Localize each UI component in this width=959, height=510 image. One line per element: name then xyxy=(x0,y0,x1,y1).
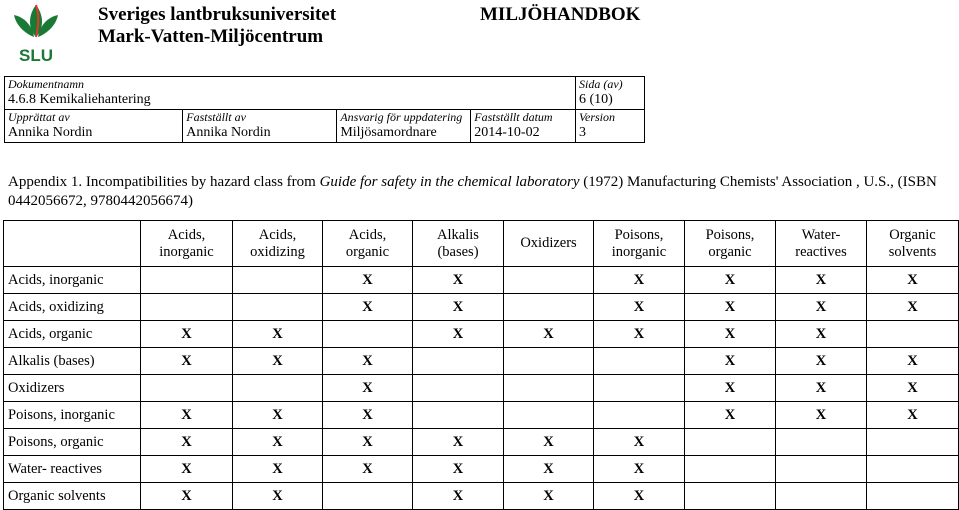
table-row xyxy=(4,375,959,402)
incompatibility-mark xyxy=(776,456,867,483)
document-name-label: Dokumentnamn xyxy=(8,77,84,91)
incompatibility-mark: X xyxy=(323,402,413,429)
department-name: Mark-Vatten-Miljöcentrum xyxy=(98,26,324,47)
page-cell xyxy=(576,77,645,110)
incompatibility-mark: X xyxy=(504,429,594,456)
incompatibility-mark xyxy=(141,267,233,294)
incompatibility-mark xyxy=(776,429,867,456)
incompatibility-mark: X xyxy=(233,483,323,510)
incompatibility-mark: X xyxy=(141,456,233,483)
column-header: Water- reactives xyxy=(776,221,867,267)
approved-date-cell xyxy=(471,110,576,143)
incompatibility-mark: X xyxy=(233,402,323,429)
column-header: Acids, organic xyxy=(323,221,413,267)
appendix-caption xyxy=(8,173,953,211)
approved-by-cell xyxy=(183,110,337,143)
incompatibility-mark xyxy=(141,294,233,321)
version-cell xyxy=(576,110,645,143)
incompatibility-mark: X xyxy=(323,456,413,483)
incompatibility-mark: X xyxy=(504,321,594,348)
row-label: Alkalis (bases) xyxy=(4,348,141,375)
version: 3 xyxy=(579,125,586,140)
incompatibility-mark xyxy=(504,294,594,321)
incompatibility-mark: X xyxy=(233,456,323,483)
incompatibility-mark xyxy=(685,429,776,456)
column-header: Alkalis (bases) xyxy=(413,221,504,267)
incompatibility-mark: X xyxy=(413,483,504,510)
incompatibility-mark: X xyxy=(323,348,413,375)
incompatibility-mark xyxy=(141,375,233,402)
incompatibility-mark: X xyxy=(233,321,323,348)
approved-date: 2014-10-02 xyxy=(474,125,540,140)
incompatibility-mark: X xyxy=(141,321,233,348)
incompatibility-mark xyxy=(594,375,685,402)
incompatibility-mark: X xyxy=(594,267,685,294)
incompatibility-mark: X xyxy=(413,294,504,321)
incompatibility-mark: X xyxy=(594,456,685,483)
prepared-by: Annika Nordin xyxy=(8,125,93,140)
incompatibility-mark: X xyxy=(594,429,685,456)
incompatibility-mark: X xyxy=(141,348,233,375)
page-label: Sida (av) xyxy=(579,77,623,91)
table-row xyxy=(4,429,959,456)
incompatibility-mark: X xyxy=(776,267,867,294)
column-header: Acids, inorganic xyxy=(141,221,233,267)
prepared-by-cell xyxy=(5,110,183,143)
column-header: Acids, oxidizing xyxy=(233,221,323,267)
table-header-row xyxy=(4,221,959,267)
responsible-cell xyxy=(337,110,471,143)
column-header: Organic solvents xyxy=(867,221,959,267)
incompatibility-mark xyxy=(233,267,323,294)
incompatibility-mark: X xyxy=(413,321,504,348)
column-header: Oxidizers xyxy=(504,221,594,267)
incompatibility-mark xyxy=(504,402,594,429)
incompatibility-mark xyxy=(594,402,685,429)
approved-by-label: Fastställt av xyxy=(186,110,246,124)
incompatibility-mark: X xyxy=(504,483,594,510)
incompatibility-mark: X xyxy=(685,375,776,402)
incompatibility-mark xyxy=(685,456,776,483)
appendix-source-title: Guide for safety in the chemical laboratory xyxy=(319,174,580,190)
column-header: Poisons, inorganic xyxy=(594,221,685,267)
incompatibility-mark: X xyxy=(323,267,413,294)
incompatibility-mark: X xyxy=(867,402,959,429)
document-name-cell xyxy=(5,77,576,110)
incompatibility-mark: X xyxy=(233,429,323,456)
row-label: Acids, organic xyxy=(4,321,141,348)
incompatibility-mark xyxy=(504,267,594,294)
incompatibility-mark: X xyxy=(776,348,867,375)
document-metadata xyxy=(4,76,645,143)
incompatibility-mark: X xyxy=(504,456,594,483)
incompatibility-mark: X xyxy=(141,429,233,456)
row-label: Poisons, inorganic xyxy=(4,402,141,429)
appendix-suffix: (1972) Manufacturing Chemists' Association , U.S., (ISBN 0442056672, 9780442056674) xyxy=(8,174,937,209)
incompatibility-mark: X xyxy=(594,483,685,510)
incompatibility-mark: X xyxy=(323,429,413,456)
version-label: Version xyxy=(579,110,615,124)
incompatibility-mark xyxy=(413,375,504,402)
incompatibility-mark xyxy=(504,348,594,375)
incompatibility-mark: X xyxy=(685,294,776,321)
slu-logo xyxy=(6,3,66,65)
table-body xyxy=(4,267,959,510)
incompatibility-table xyxy=(3,220,959,510)
handbook-title: MILJÖHANDBOK xyxy=(480,4,641,25)
page-number: 6 (10) xyxy=(579,92,613,107)
logo-text: SLU xyxy=(19,46,53,65)
table-row xyxy=(4,483,959,510)
incompatibility-mark: X xyxy=(141,483,233,510)
incompatibility-mark: X xyxy=(685,348,776,375)
incompatibility-mark: X xyxy=(413,456,504,483)
incompatibility-mark xyxy=(233,375,323,402)
table-row xyxy=(4,348,959,375)
incompatibility-mark xyxy=(867,429,959,456)
incompatibility-mark xyxy=(867,321,959,348)
incompatibility-mark xyxy=(233,294,323,321)
incompatibility-mark: X xyxy=(141,402,233,429)
incompatibility-mark: X xyxy=(685,321,776,348)
incompatibility-mark xyxy=(504,375,594,402)
row-label: Poisons, organic xyxy=(4,429,141,456)
incompatibility-mark: X xyxy=(867,348,959,375)
incompatibility-mark: X xyxy=(323,375,413,402)
incompatibility-mark xyxy=(867,483,959,510)
incompatibility-mark: X xyxy=(323,294,413,321)
incompatibility-mark: X xyxy=(594,294,685,321)
responsible-label: Ansvarig för uppdatering xyxy=(340,110,463,124)
prepared-by-label: Upprättat av xyxy=(8,110,70,124)
approved-by: Annika Nordin xyxy=(186,125,271,140)
row-label: Water- reactives xyxy=(4,456,141,483)
incompatibility-mark: X xyxy=(685,267,776,294)
incompatibility-mark: X xyxy=(413,267,504,294)
row-label: Acids, oxidizing xyxy=(4,294,141,321)
incompatibility-mark: X xyxy=(685,402,776,429)
table-row xyxy=(4,402,959,429)
table-row xyxy=(4,321,959,348)
incompatibility-mark xyxy=(594,348,685,375)
incompatibility-mark xyxy=(685,483,776,510)
incompatibility-mark: X xyxy=(233,348,323,375)
appendix-prefix: Appendix 1. Incompatibilities by hazard class from xyxy=(8,174,320,190)
approved-date-label: Fastställt datum xyxy=(474,110,553,124)
incompatibility-mark xyxy=(413,348,504,375)
organization-name: Sveriges lantbruksuniversitet xyxy=(98,4,337,25)
incompatibility-mark: X xyxy=(776,294,867,321)
incompatibility-mark: X xyxy=(776,375,867,402)
table-row xyxy=(4,267,959,294)
leaf-icon xyxy=(6,3,66,65)
incompatibility-mark xyxy=(867,456,959,483)
row-label: Organic solvents xyxy=(4,483,141,510)
incompatibility-mark xyxy=(323,483,413,510)
incompatibility-mark: X xyxy=(776,402,867,429)
incompatibility-mark xyxy=(323,321,413,348)
responsible: Miljösamordnare xyxy=(340,125,437,140)
incompatibility-mark xyxy=(413,402,504,429)
table-row xyxy=(4,456,959,483)
incompatibility-mark: X xyxy=(594,321,685,348)
incompatibility-mark: X xyxy=(867,267,959,294)
corner-cell xyxy=(4,221,141,267)
incompatibility-mark: X xyxy=(867,294,959,321)
row-label: Oxidizers xyxy=(4,375,141,402)
incompatibility-mark: X xyxy=(776,321,867,348)
incompatibility-mark: X xyxy=(413,429,504,456)
table-row xyxy=(4,294,959,321)
row-label: Acids, inorganic xyxy=(4,267,141,294)
column-header: Poisons, organic xyxy=(685,221,776,267)
incompatibility-mark: X xyxy=(867,375,959,402)
incompatibility-mark xyxy=(776,483,867,510)
document-name: 4.6.8 Kemikaliehantering xyxy=(8,92,151,107)
